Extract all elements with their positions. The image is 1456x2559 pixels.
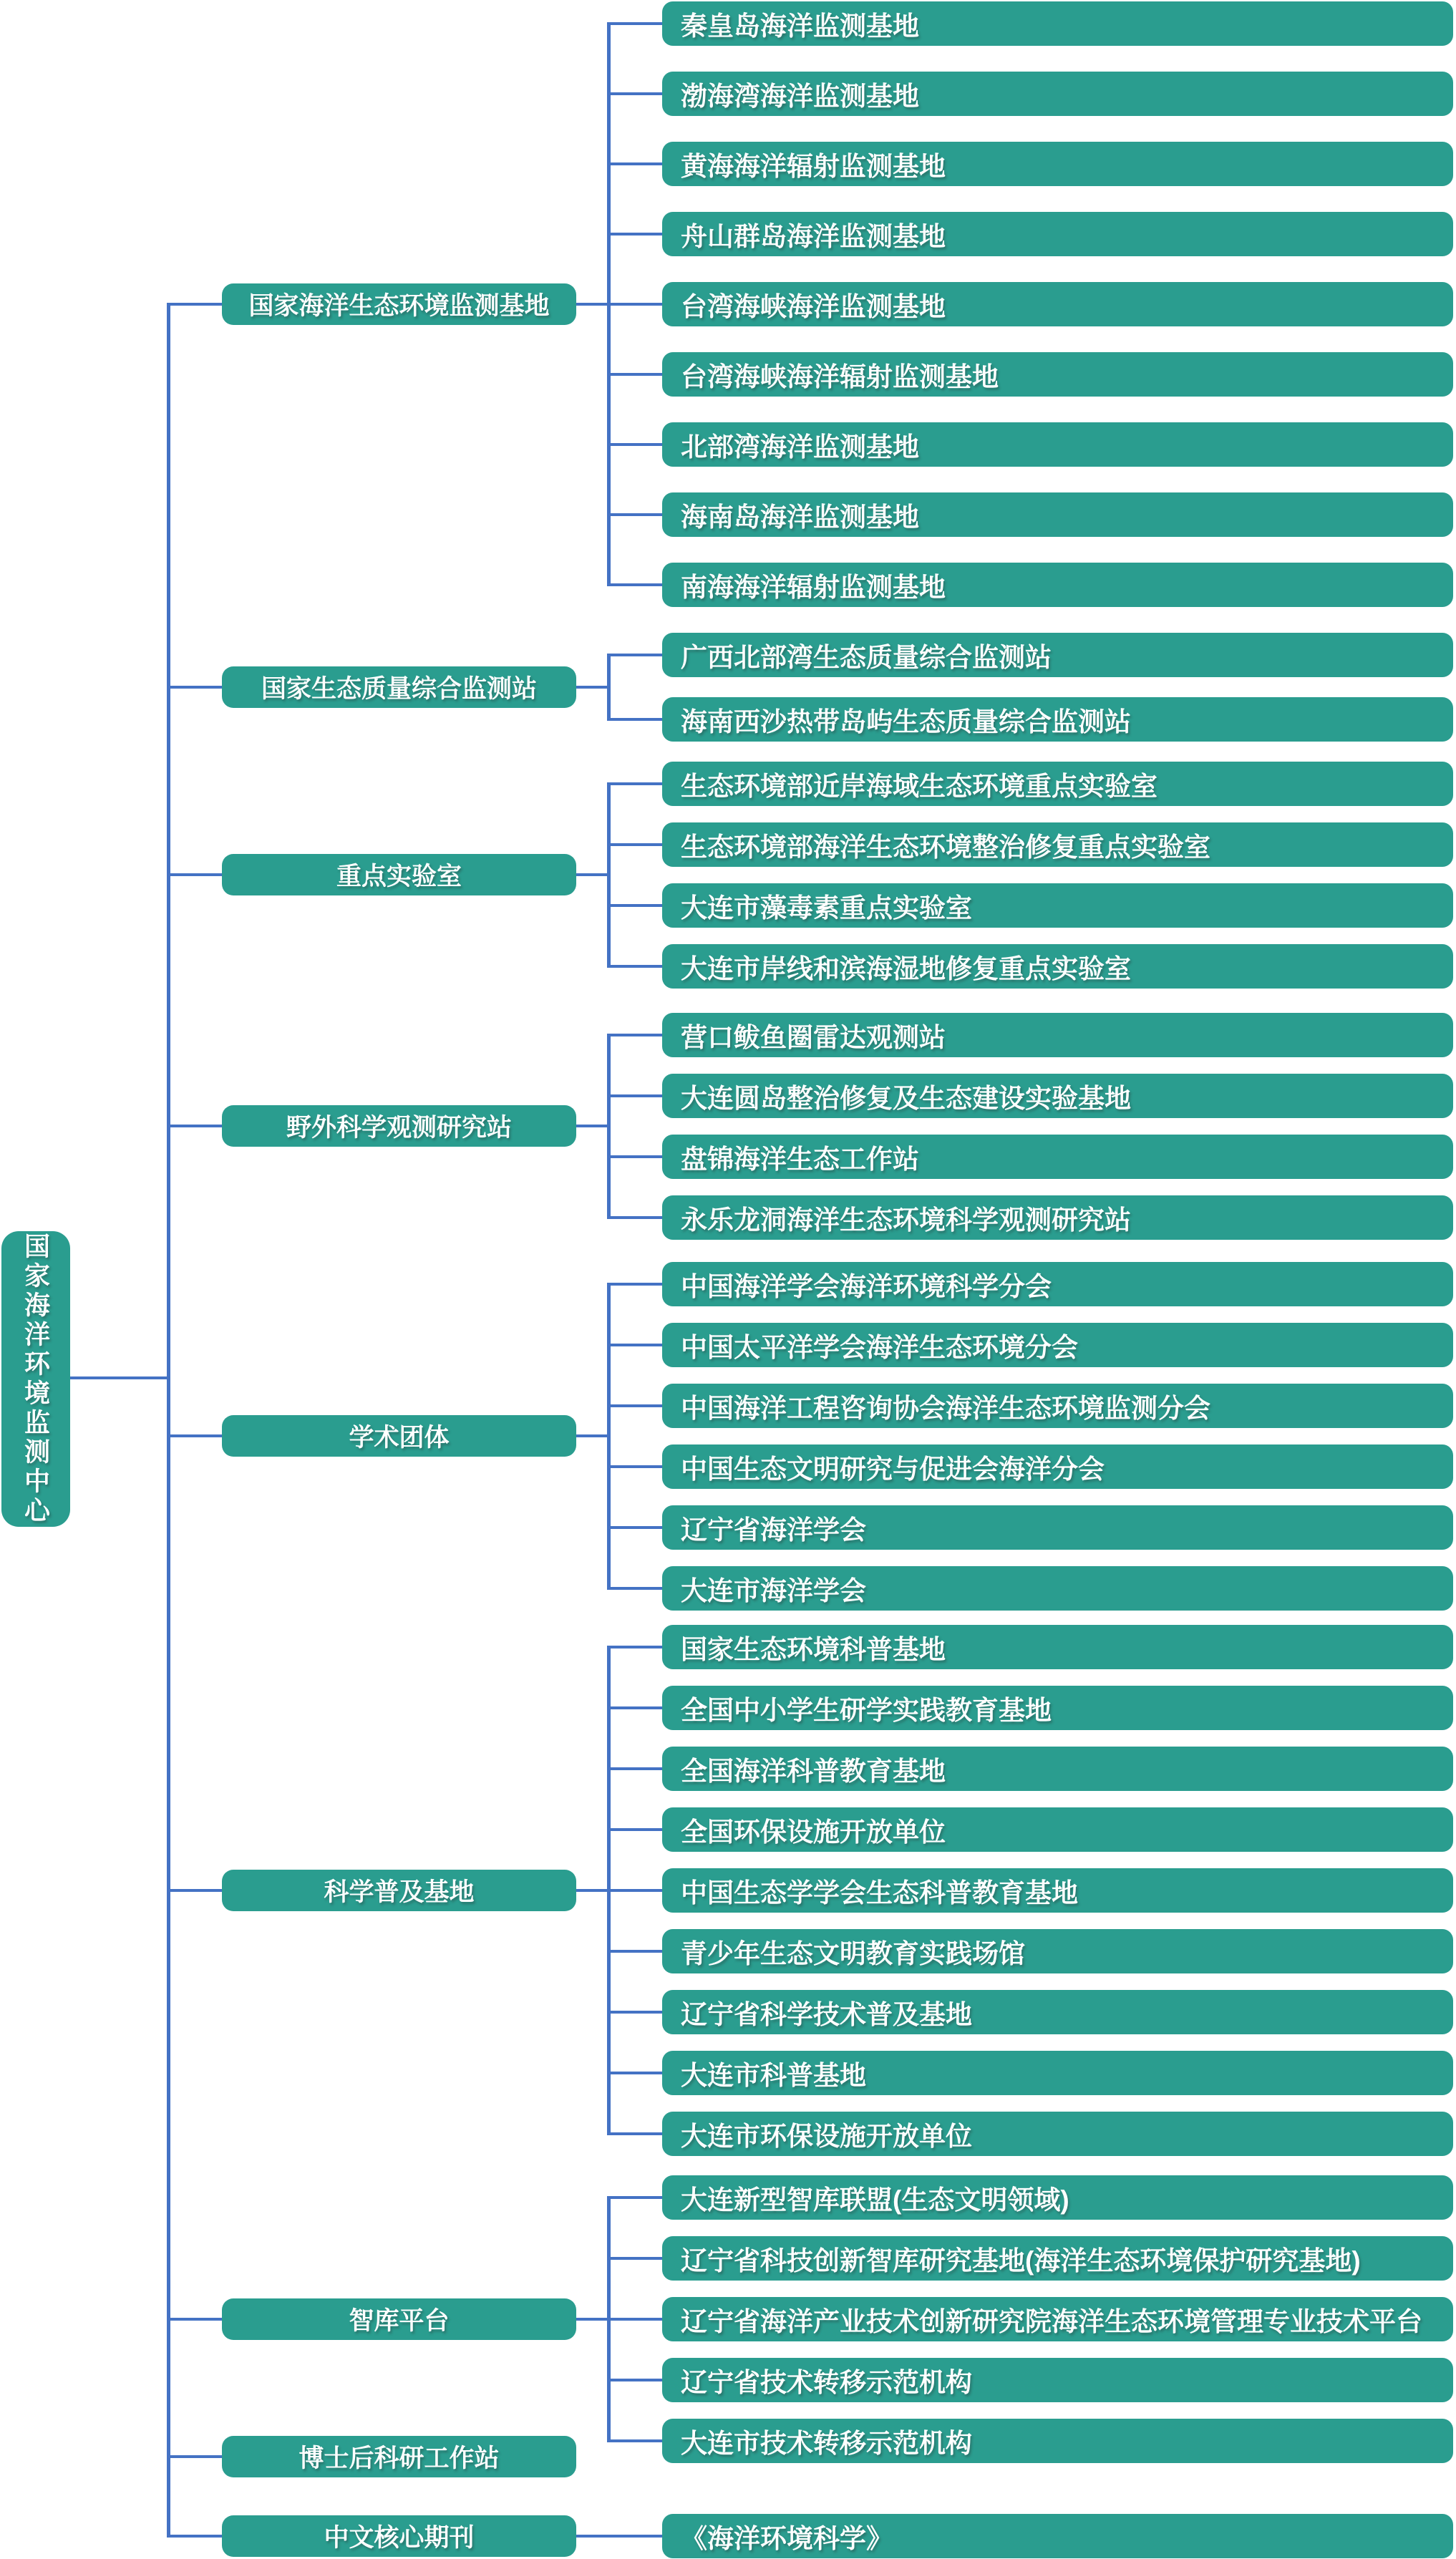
branch-spine-link-line — [576, 1125, 611, 1127]
root-connector-line — [70, 1376, 170, 1379]
leaf-node: 《海洋环境科学》 — [662, 2514, 1453, 2558]
branch-connector-line — [167, 2455, 222, 2458]
leaf-node: 海南岛海洋监测基地 — [662, 492, 1453, 537]
leaf-connector-line — [607, 233, 662, 235]
leaf-node: 台湾海峡海洋监测基地 — [662, 282, 1453, 326]
leaf-connector-line — [607, 2196, 662, 2199]
leaf-connector-line — [607, 1283, 662, 1286]
branch-node-4: 学术团体 — [222, 1415, 576, 1457]
leaf-node: 中国生态学学会生态科普教育基地 — [662, 1868, 1453, 1913]
branch-node-6: 智库平台 — [222, 2298, 576, 2340]
leaf-node: 大连市环保设施开放单位 — [662, 2112, 1453, 2156]
leaf-connector-line — [607, 443, 662, 446]
branch-spine-link-line — [576, 2318, 611, 2321]
leaf-node: 秦皇岛海洋监测基地 — [662, 1, 1453, 46]
leaf-node: 大连市海洋学会 — [662, 1566, 1453, 1611]
leaf-connector-line — [607, 1155, 662, 1158]
leaf-connector-line — [607, 965, 662, 968]
branch-connector-line — [167, 1434, 222, 1437]
branch-spine-link-line — [576, 686, 611, 689]
leaf-connector-line — [607, 1034, 662, 1036]
branch-spine-link-line — [576, 873, 611, 876]
leaf-node: 舟山群岛海洋监测基地 — [662, 212, 1453, 256]
leaf-connector-line — [607, 1828, 662, 1831]
leaf-node: 辽宁省科学技术普及基地 — [662, 1990, 1453, 2034]
branch-node-5: 科学普及基地 — [222, 1870, 576, 1911]
leaf-connector-line — [607, 1094, 662, 1097]
leaf-connector-line — [607, 1646, 662, 1648]
leaf-node: 北部湾海洋监测基地 — [662, 422, 1453, 467]
leaf-node: 广西北部湾生态质量综合监测站 — [662, 633, 1453, 677]
leaf-node: 中国海洋学会海洋环境科学分会 — [662, 1262, 1453, 1306]
branch-spine-link-line — [576, 1889, 611, 1892]
branch-connector-line — [167, 303, 222, 306]
leaf-node: 大连圆岛整治修复及生态建设实验基地 — [662, 1074, 1453, 1118]
leaf-node: 台湾海峡海洋辐射监测基地 — [662, 352, 1453, 397]
leaf-connector-line — [607, 1767, 662, 1770]
branch-spine-line — [607, 1283, 611, 1590]
leaf-node: 辽宁省技术转移示范机构 — [662, 2358, 1453, 2402]
leaf-connector-line — [607, 2257, 662, 2260]
leaf-node: 辽宁省海洋学会 — [662, 1505, 1453, 1550]
branch-node-8: 中文核心期刊 — [222, 2515, 576, 2557]
branch-spine-link-line — [576, 1434, 611, 1437]
leaf-connector-line — [607, 782, 662, 785]
leaf-connector-line — [607, 2439, 662, 2442]
leaf-node: 大连市技术转移示范机构 — [662, 2419, 1453, 2463]
leaf-node: 生态环境部近岸海域生态环境重点实验室 — [662, 762, 1453, 806]
leaf-node: 营口鲅鱼圈雷达观测站 — [662, 1013, 1453, 1057]
branch-node-1: 国家生态质量综合监测站 — [222, 666, 576, 708]
branch-connector-line — [167, 1889, 222, 1892]
branch-spine-link-line — [576, 303, 611, 306]
leaf-connector-line — [607, 1587, 662, 1590]
leaf-node: 南海海洋辐射监测基地 — [662, 563, 1453, 607]
leaf-node: 全国海洋科普教育基地 — [662, 1747, 1453, 1791]
leaf-connector-line — [607, 92, 662, 95]
branch-spine-line — [607, 782, 611, 968]
branch-connector-line — [167, 873, 222, 876]
leaf-connector-line — [607, 1706, 662, 1709]
branch-spine-line — [607, 1034, 611, 1219]
root-node: 国家海洋环境监测中心 — [1, 1231, 70, 1527]
leaf-connector-line — [607, 22, 662, 25]
leaf-node: 大连市藻毒素重点实验室 — [662, 883, 1453, 928]
leaf-node: 辽宁省海洋产业技术创新研究院海洋生态环境管理专业技术平台 — [662, 2297, 1453, 2341]
leaf-connector-line — [607, 1344, 662, 1346]
branch-node-2: 重点实验室 — [222, 854, 576, 895]
leaf-node: 全国环保设施开放单位 — [662, 1807, 1453, 1852]
leaf-node: 永乐龙洞海洋生态环境科学观测研究站 — [662, 1195, 1453, 1240]
leaf-node: 盘锦海洋生态工作站 — [662, 1135, 1453, 1179]
leaf-node: 海南西沙热带岛屿生态质量综合监测站 — [662, 697, 1453, 742]
leaf-node: 生态环境部海洋生态环境整治修复重点实验室 — [662, 822, 1453, 867]
leaf-connector-line — [576, 2535, 662, 2538]
branch-node-3: 野外科学观测研究站 — [222, 1105, 576, 1147]
leaf-connector-line — [607, 2318, 662, 2321]
leaf-connector-line — [607, 843, 662, 846]
leaf-connector-line — [607, 1465, 662, 1468]
leaf-node: 中国海洋工程咨询协会海洋生态环境监测分会 — [662, 1384, 1453, 1428]
leaf-node: 国家生态环境科普基地 — [662, 1625, 1453, 1669]
branch-node-0: 国家海洋生态环境监测基地 — [222, 283, 576, 325]
leaf-node: 中国太平洋学会海洋生态环境分会 — [662, 1323, 1453, 1367]
leaf-connector-line — [607, 1526, 662, 1529]
leaf-connector-line — [607, 2011, 662, 2014]
branch-spine-line — [607, 654, 611, 721]
leaf-connector-line — [607, 904, 662, 907]
leaf-connector-line — [607, 513, 662, 516]
leaf-node: 大连新型智库联盟(生态文明领域) — [662, 2175, 1453, 2220]
trunk-line — [167, 303, 170, 2538]
leaf-node: 辽宁省科技创新智库研究基地(海洋生态环境保护研究基地) — [662, 2236, 1453, 2281]
leaf-connector-line — [607, 583, 662, 586]
leaf-connector-line — [607, 654, 662, 656]
leaf-connector-line — [607, 373, 662, 376]
branch-connector-line — [167, 686, 222, 689]
leaf-connector-line — [607, 2072, 662, 2074]
leaf-connector-line — [607, 2132, 662, 2135]
leaf-node: 大连市科普基地 — [662, 2051, 1453, 2095]
leaf-connector-line — [607, 162, 662, 165]
branch-connector-line — [167, 2318, 222, 2321]
leaf-node: 全国中小学生研学实践教育基地 — [662, 1686, 1453, 1730]
leaf-node: 青少年生态文明教育实践场馆 — [662, 1929, 1453, 1973]
leaf-connector-line — [607, 1404, 662, 1407]
leaf-connector-line — [607, 718, 662, 721]
branch-connector-line — [167, 1125, 222, 1127]
leaf-node: 中国生态文明研究与促进会海洋分会 — [662, 1444, 1453, 1489]
leaf-node: 渤海湾海洋监测基地 — [662, 72, 1453, 116]
leaf-connector-line — [607, 303, 662, 306]
leaf-node: 黄海海洋辐射监测基地 — [662, 142, 1453, 186]
leaf-connector-line — [607, 2379, 662, 2381]
leaf-node: 大连市岸线和滨海湿地修复重点实验室 — [662, 944, 1453, 989]
branch-connector-line — [167, 2535, 222, 2538]
leaf-connector-line — [607, 1950, 662, 1953]
branch-node-7: 博士后科研工作站 — [222, 2436, 576, 2477]
leaf-connector-line — [607, 1889, 662, 1892]
leaf-connector-line — [607, 1216, 662, 1219]
